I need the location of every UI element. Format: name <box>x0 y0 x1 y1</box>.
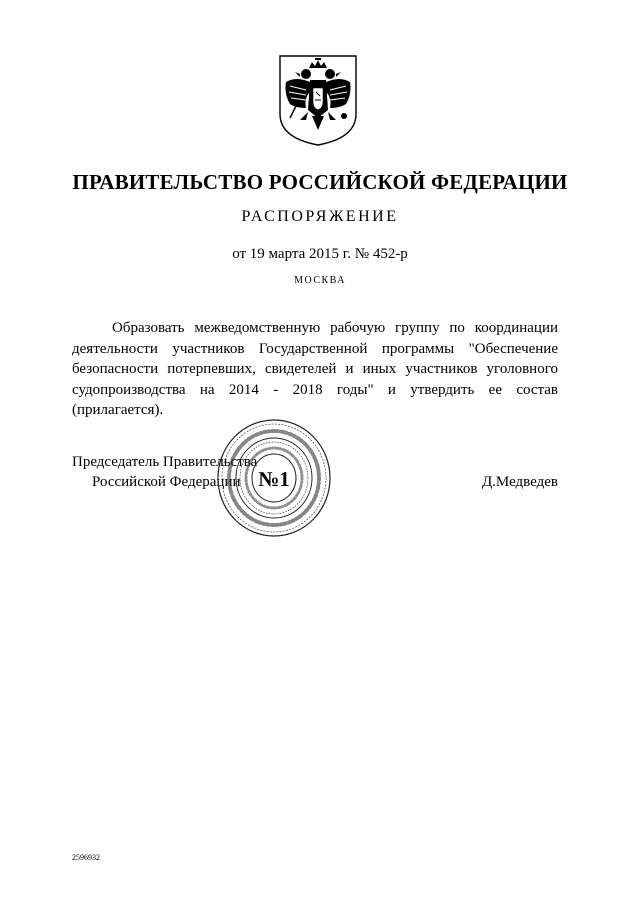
document-code: 2596932 <box>72 853 100 862</box>
signer-name: Д.Медведев <box>481 474 558 490</box>
body-line: безопасности потерпевших, свидетелей и иных участников уголовного <box>72 361 558 377</box>
body-line: (прилагается). <box>72 402 164 418</box>
body-line: судопроизводства на 2014 - 2018 годы" и утвердить ее состав <box>72 381 558 398</box>
document-type: РАСПОРЯЖЕНИЕ <box>241 208 399 225</box>
signer-position-line: Российской Федерации <box>92 474 241 490</box>
russian-coat-of-arms-icon <box>276 52 360 148</box>
page-title: ПРАВИТЕЛЬСТВО РОССИЙСКОЙ ФЕДЕРАЦИИ <box>72 170 568 194</box>
body-line: Образовать межведомственную рабочую группу по координации <box>112 320 558 336</box>
official-seal-icon <box>215 417 333 539</box>
document-date-number: от 19 марта 2015 г. № 452-р <box>232 246 408 262</box>
body-line: деятельности участников Государственной программы "Обеспечение <box>72 340 558 357</box>
signer-position-line: Председатель Правительства <box>72 454 258 470</box>
order-body <box>72 318 558 421</box>
document-city: МОСКВА <box>294 275 346 286</box>
seal-number: №1 <box>258 467 290 491</box>
